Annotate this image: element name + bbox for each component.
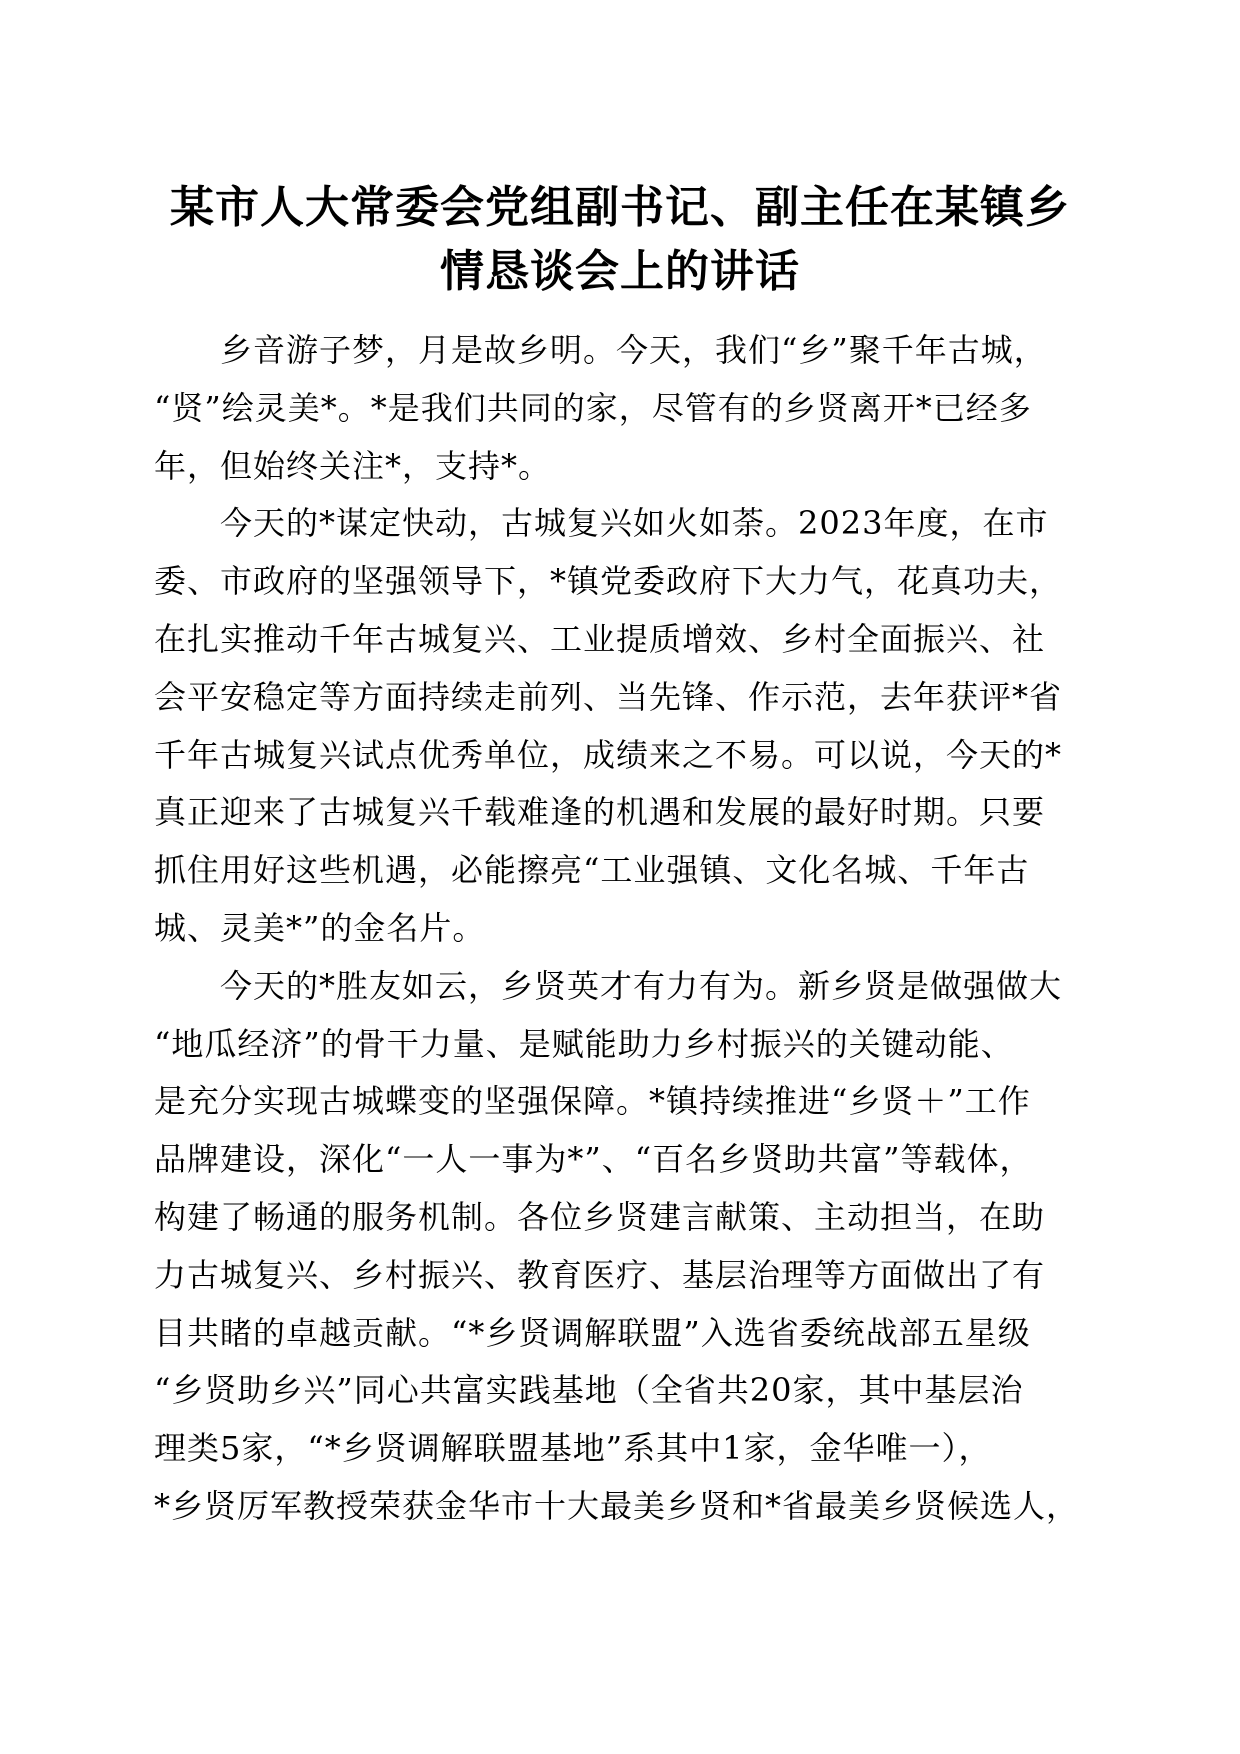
paragraph-line: 是充分实现古城蝶变的坚强保障。*镇持续推进“乡贤＋”工作 xyxy=(154,1082,1031,1121)
paragraph-line: 在扎实推动千年古城复兴、工业提质增效、乡村全面振兴、社 xyxy=(154,619,1046,658)
paragraph-line: 理类5家，“*乡贤调解联盟基地”系其中1家，金华唯一）， xyxy=(154,1429,992,1468)
paragraph-2 xyxy=(154,495,1094,957)
paragraph-line: 今天的*胜友如云，乡贤英才有力有为。新乡贤是做强做大 xyxy=(154,966,1063,1005)
paragraph-line: 品牌建设，深化“一人一事为*”、“百名乡贤助共富”等载体， xyxy=(154,1140,1033,1179)
paragraph-line: 今天的*谋定快动，古城复兴如火如荼。2023年度，在市 xyxy=(154,504,1049,543)
paragraph-line: 目共睹的卓越贡献。“*乡贤调解联盟”入选省委统战部五星级 xyxy=(154,1313,1031,1352)
paragraph-line: 会平安稳定等方面持续走前列、当先锋、作示范，去年获评*省 xyxy=(154,677,1063,716)
paragraph-3 xyxy=(154,958,1094,1536)
paragraph-line: 构建了畅通的服务机制。各位乡贤建言献策、主动担当，在助 xyxy=(154,1197,1046,1236)
paragraph-line: 抓住用好这些机遇，必能擦亮“工业强镇、文化名城、千年古 xyxy=(154,851,1030,890)
paragraph-line: “乡贤助乡兴”同心共富实践基地（全省共20家，其中基层治 xyxy=(154,1371,1024,1410)
paragraph-line: 年，但始终关注*，支持*。 xyxy=(154,446,552,485)
paragraph-line: *乡贤厉军教授荣获金华市十大最美乡贤和*省最美乡贤候选人， xyxy=(154,1486,1080,1525)
paragraph-1 xyxy=(154,322,1094,495)
document-body xyxy=(154,322,1094,1536)
paragraph-line: “地瓜经济”的骨干力量、是赋能助力乡村振兴的关键动能、 xyxy=(154,1024,1014,1063)
title-line-2: 情恳谈会上的讲话 xyxy=(440,246,800,297)
paragraph-line: 力古城复兴、乡村振兴、教育医疗、基层治理等方面做出了有 xyxy=(154,1255,1046,1294)
paragraph-line: 城、灵美*”的金名片。 xyxy=(154,908,486,947)
paragraph-line: 乡音游子梦，月是故乡明。今天，我们“乡”聚千年古城， xyxy=(154,331,1047,369)
paragraph-line: 千年古城复兴试点优秀单位，成绩来之不易。可以说，今天的* xyxy=(154,735,1063,774)
title-line-1: 某市人大常委会党组副书记、副主任在某镇乡 xyxy=(170,182,1070,233)
document-title xyxy=(150,176,1090,304)
paragraph-line: 委、市政府的坚强领导下，*镇党委政府下大力气，花真功夫， xyxy=(154,562,1063,601)
paragraph-line: 真正迎来了古城复兴千载难逢的机遇和发展的最好时期。只要 xyxy=(154,793,1046,832)
paragraph-line: “贤”绘灵美*。*是我们共同的家，尽管有的乡贤离开*已经多 xyxy=(154,388,1032,427)
